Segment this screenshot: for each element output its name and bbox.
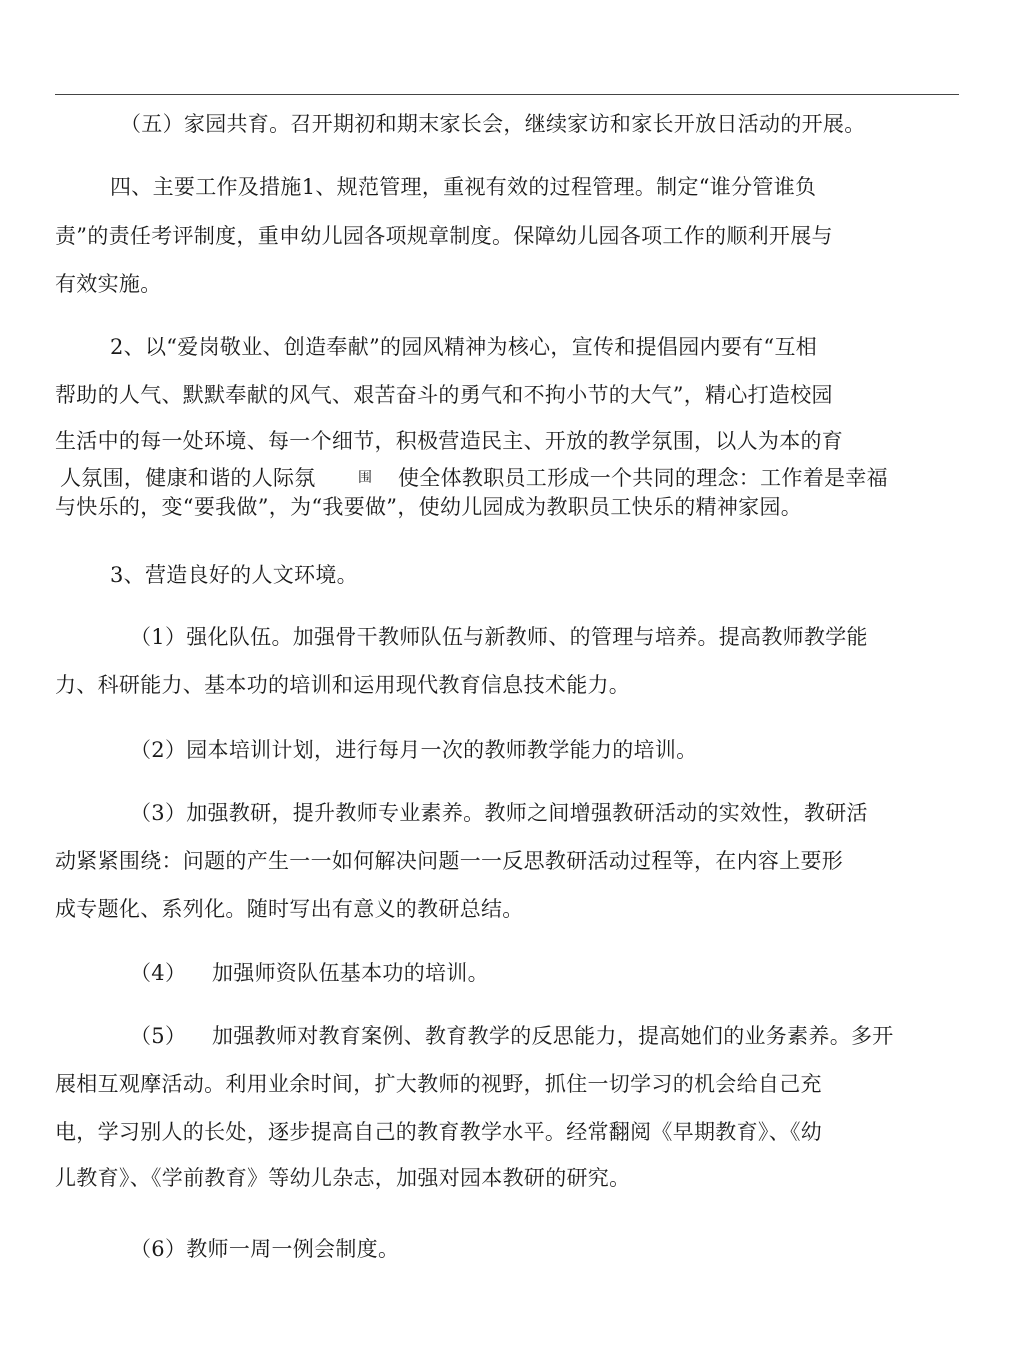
paragraph-line: （1）强化队伍。加强骨干教师队伍与新教师、的管理与培养。提高教师教学能 xyxy=(130,625,868,649)
paragraph-line: 力、科研能力、基本功的培训和运用现代教育信息技术能力。 xyxy=(55,673,631,697)
paragraph-line: 帮助的人气、默默奉献的风气、艰苦奋斗的勇气和不拘小节的大气”，精心打造校园 xyxy=(55,383,833,407)
header-rule xyxy=(55,94,959,95)
paragraph-line: （五）家园共育。召开期初和期末家长会，继续家访和家长开放日活动的开展。 xyxy=(120,112,866,136)
paragraph-line: 四、主要工作及措施1、规范管理，重视有效的过程管理。制定“谁分管谁负 xyxy=(110,175,817,199)
paragraph-line: 加强师资队伍基本功的培训。 xyxy=(212,961,489,985)
paragraph-line: 有效实施。 xyxy=(55,272,162,296)
scan-artifact-glyph: 围 xyxy=(358,470,372,486)
list-marker: （4） xyxy=(130,961,187,985)
paragraph-line: 3、营造良好的人文环境。 xyxy=(110,563,358,587)
paragraph-line: 成专题化、系列化。随时写出有意义的教研总结。 xyxy=(55,897,524,921)
paragraph-line: 加强教师对教育案例、教育教学的反思能力，提高她们的业务素养。多开 xyxy=(212,1024,894,1048)
paragraph-line: 2、以“爱岗敬业、创造奉献”的园风精神为核心，宣传和提倡园内要有“互相 xyxy=(110,335,818,359)
paragraph-line: 电，学习别人的长处，逐步提高自己的教育教学水平。经常翻阅《早期教育》、《幼 xyxy=(55,1120,823,1144)
list-marker: （5） xyxy=(130,1024,187,1048)
paragraph-line: 生活中的每一处环境、每一个细节，积极营造民主、开放的教学氛围，以人为本的育 xyxy=(55,429,844,453)
paragraph-line: 儿教育》、《学前教育》等幼儿杂志，加强对园本教研的研究。 xyxy=(55,1166,631,1190)
paragraph-line: 动紧紧围绕：问题的产生一一如何解决问题一一反思教研活动过程等，在内容上要形 xyxy=(55,849,844,873)
paragraph-line: 展相互观摩活动。利用业余时间，扩大教师的视野，抓住一切学习的机会给自己充 xyxy=(55,1072,822,1096)
paragraph-line: 与快乐的，变“要我做”，为“我要做”，使幼儿园成为教职员工快乐的精神家园。 xyxy=(55,495,803,519)
paragraph-line: 使全体教职员工形成一个共同的理念：工作着是幸福 xyxy=(398,466,888,490)
paragraph-line: （2）园本培训计划，进行每月一次的教师教学能力的培训。 xyxy=(130,738,698,762)
paragraph-line: 责”的责任考评制度，重申幼儿园各项规章制度。保障幼儿园各项工作的顺利开展与 xyxy=(55,224,833,248)
paragraph-line: （6）教师一周一例会制度。 xyxy=(130,1237,400,1261)
paragraph-line: （3）加强教研，提升教师专业素养。教师之间增强教研活动的实效性，教研活 xyxy=(130,801,868,825)
paragraph-line: 人氛围，健康和谐的人际氛 xyxy=(60,466,316,490)
